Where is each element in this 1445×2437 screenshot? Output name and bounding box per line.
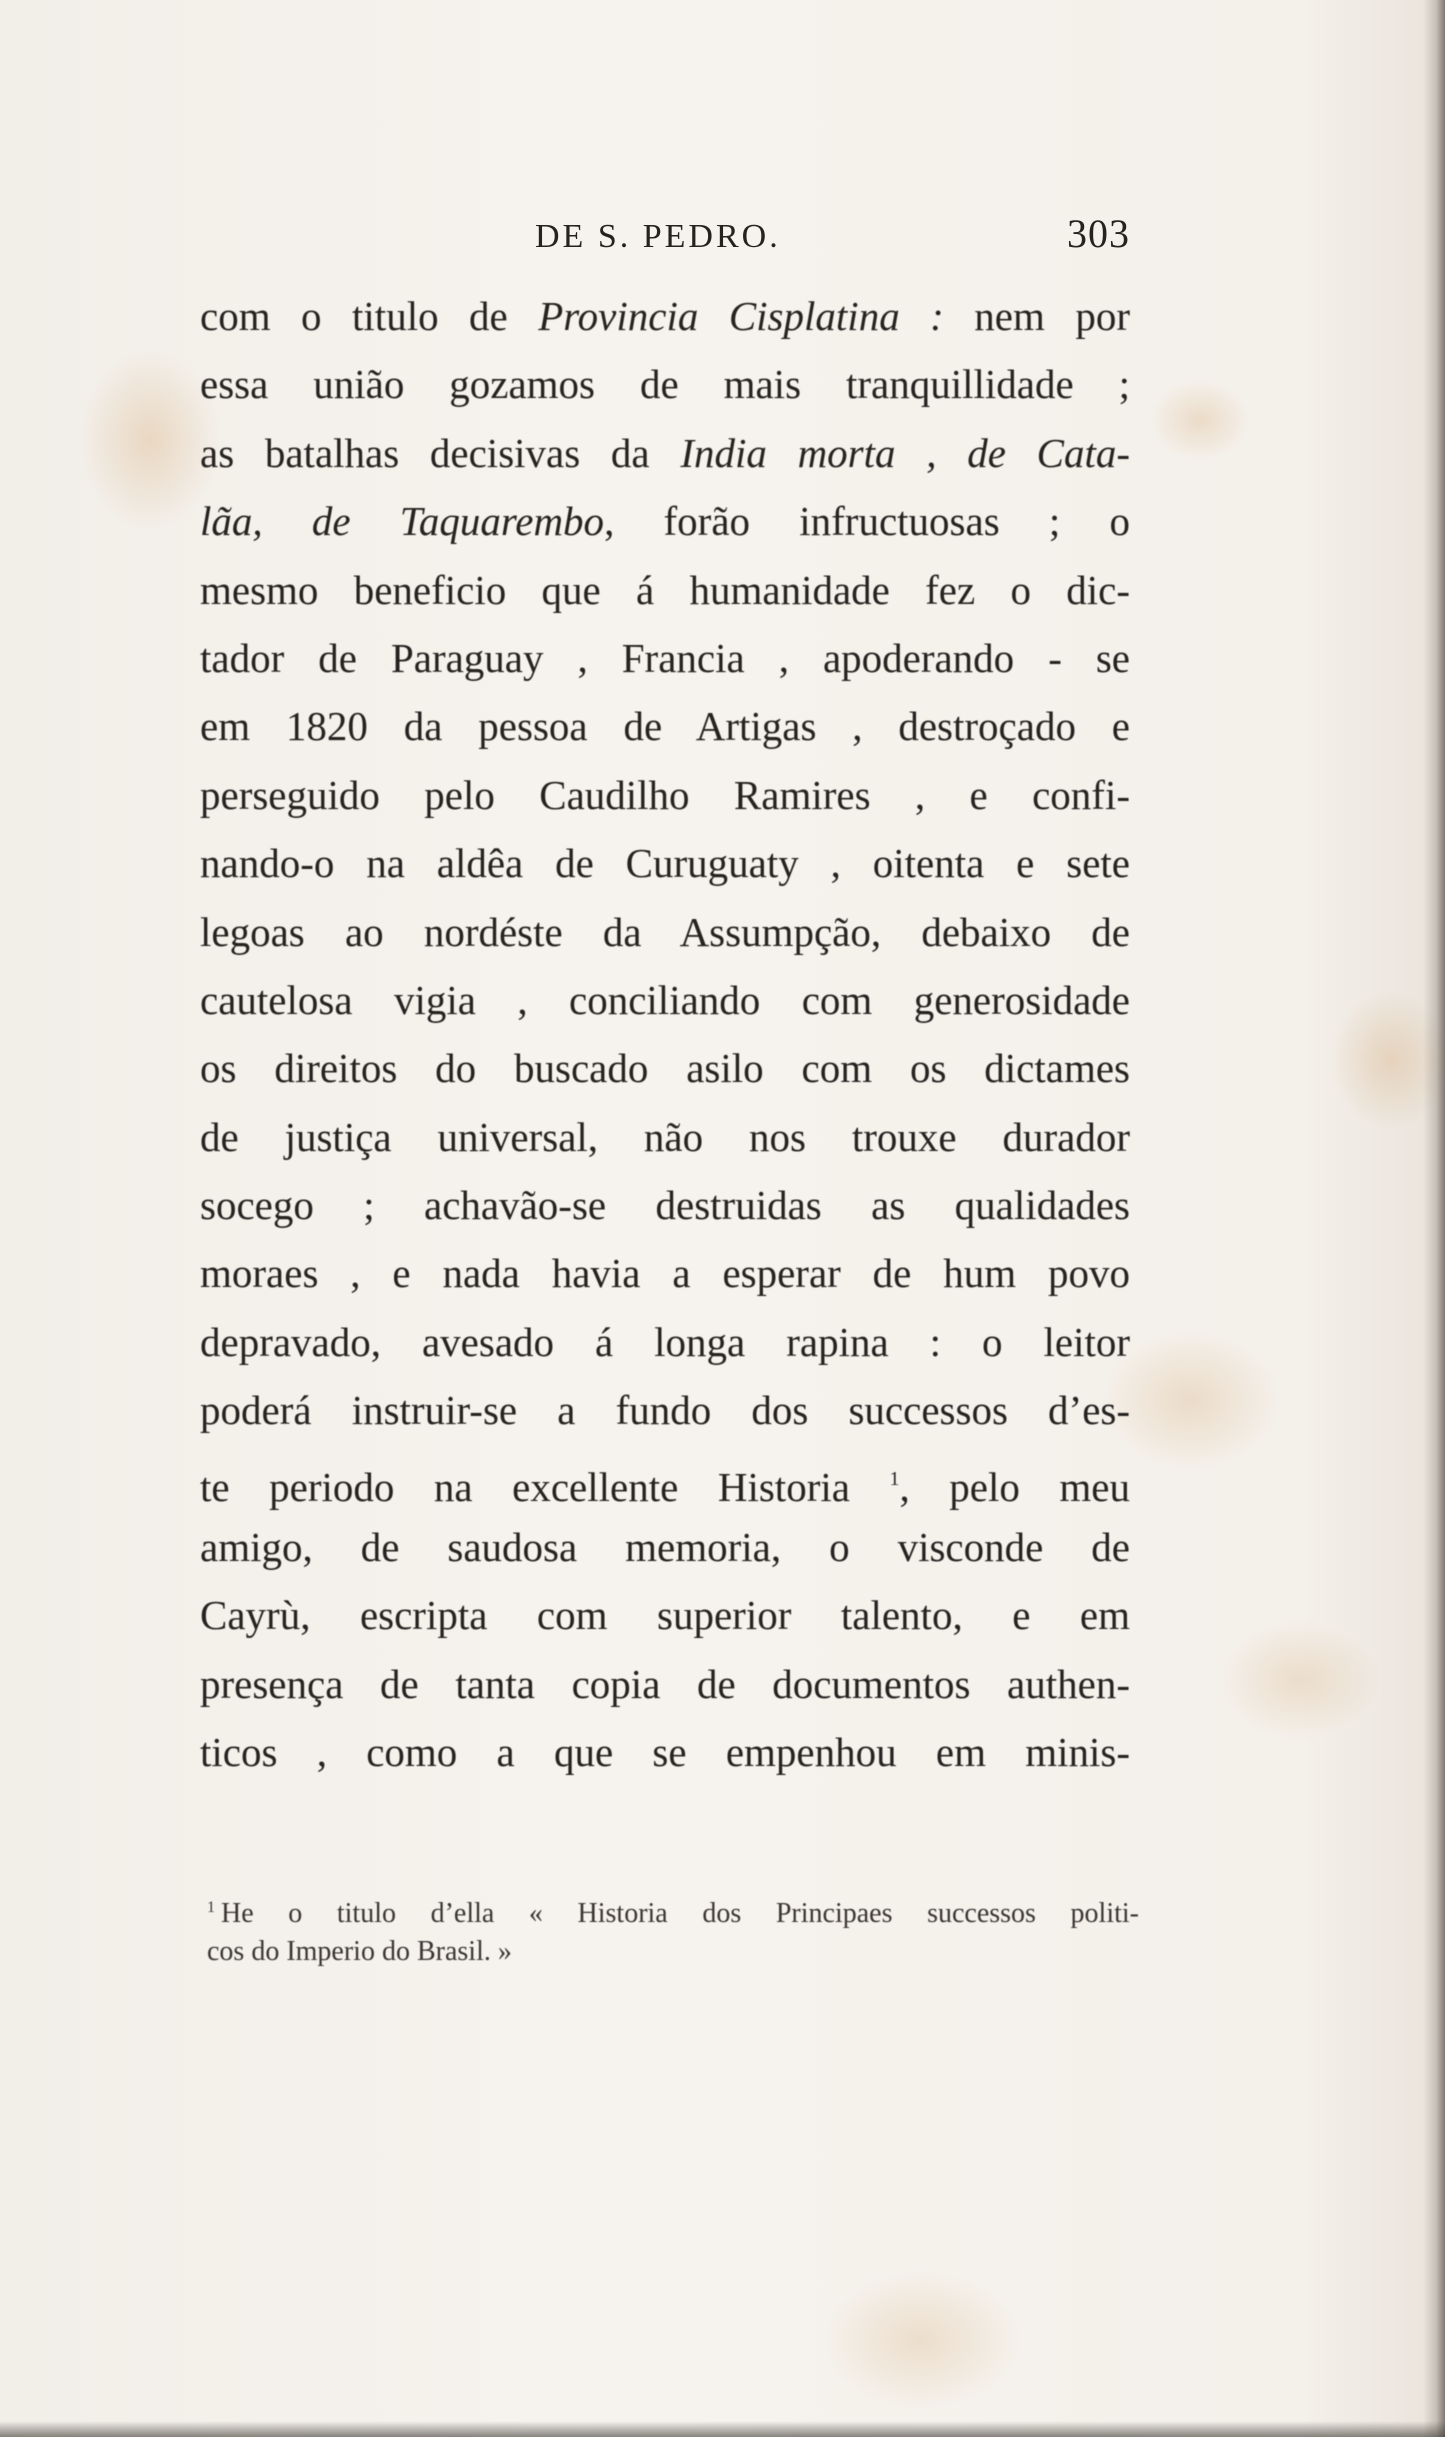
text-line: depravado, avesado á longa rapina : o leitor [200,1318,1130,1365]
text-line: amigo, de saudosa memoria, o visconde de [200,1524,1130,1571]
page-bottom-shadow [0,2421,1445,2437]
text-line: essa união gozamos de mais tranquillidade ; [200,361,1130,408]
text-line: socego ; achavão-se destruidas as qualidades [200,1182,1130,1229]
text-line: perseguido pelo Caudilho Ramires , e confi- [200,771,1130,818]
text-line: os direitos do buscado asilo com os dictames [200,1045,1130,1092]
page-header [200,210,1130,260]
page-number: 303 [1067,211,1130,256]
text-line: Cayrù, escripta com superior talento, e em [200,1592,1130,1639]
text-line: mesmo beneficio que á humanidade fez o dic- [200,566,1130,613]
body-text [200,282,1130,1787]
footnote-line: $^1$ He o titulo d’ella « Historia dos Principaes successos politi- [207,1898,1139,1929]
footnote-mark: 1 [207,1899,215,1916]
text-line: em 1820 da pessoa de Artigas , destroçado e [200,703,1130,750]
footnote-line: cos do Imperio do Brasil. » [207,1936,512,1967]
text-line: moraes , e nada havia a esperar de hum povo [200,1250,1130,1297]
footnote-reference: 1 [889,1467,900,1490]
text-line: tador de Paraguay , Francia , apoderando - se [200,634,1130,681]
text-line: de justiça universal, não nos trouxe durador [200,1113,1130,1160]
text-line: cautelosa vigia , conciliando com generosidade [200,976,1130,1023]
footnote [207,1886,1139,1974]
text-line: legoas ao nordéste da Assumpção, debaixo de [200,908,1130,955]
text-line: ticos , como a que se empenhou em minis- [200,1729,1130,1776]
page-edge-shadow [1423,0,1445,2437]
text-line: presença de tanta copia de documentos authen- [200,1660,1130,1707]
text-line: com o titulo de Provincia Cisplatina : nem por [200,293,1130,339]
text-line: nando-o na aldêa de Curuguaty , oitenta e sete [200,840,1130,887]
text-line: as batalhas decisivas da India morta , de Cata- [200,429,1130,476]
text-line: poderá instruir-se a fundo dos successos d’es- [200,1387,1130,1434]
text-line: lãa, de Taquarembo, forão infructuosas ; o [200,498,1130,545]
running-head: DE S. PEDRO. [535,218,781,255]
text-line: te periodo na excellente Historia $^1$, pelo meu [200,1463,1130,1510]
